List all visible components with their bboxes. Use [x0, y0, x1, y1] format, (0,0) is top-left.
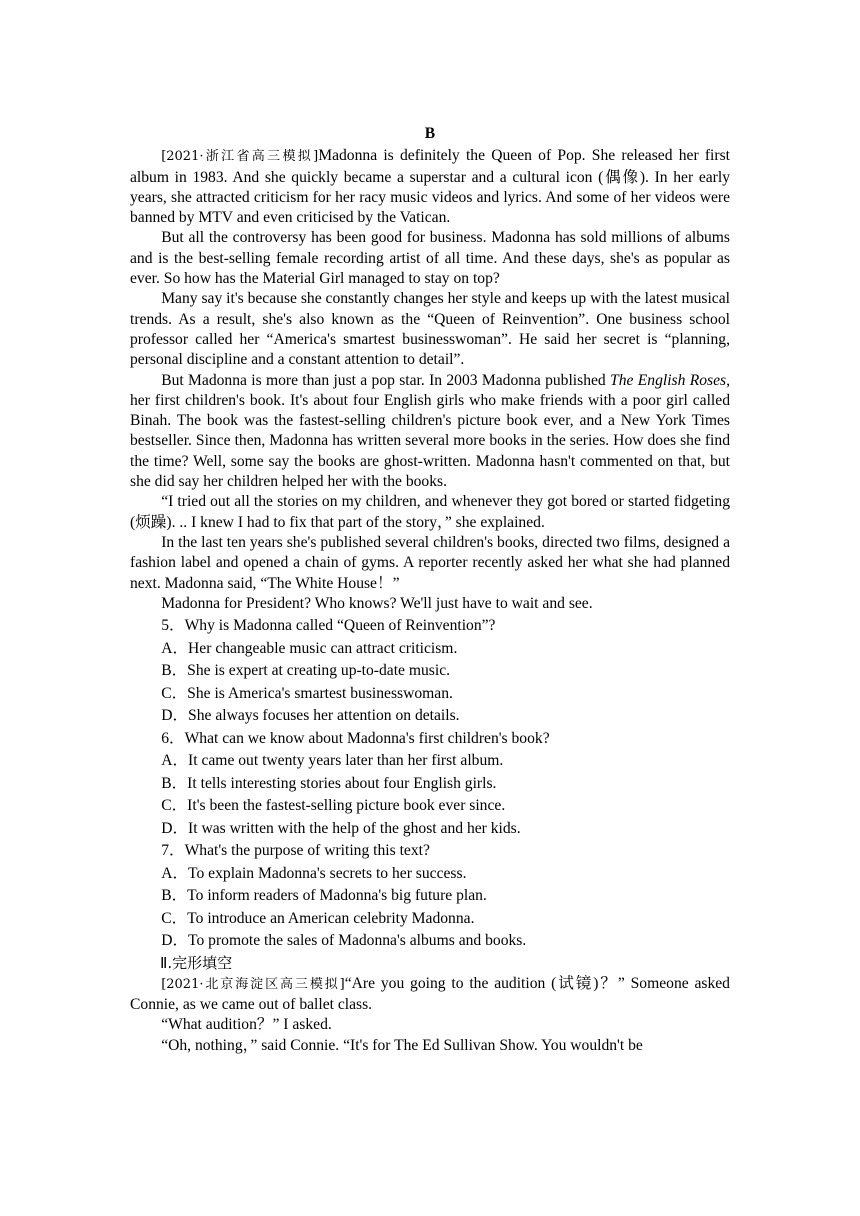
book-title: The English Roses,: [610, 371, 730, 389]
paragraph-4: [130, 371, 730, 493]
option-c: C．She is America's smartest businesswoman.: [161, 684, 453, 702]
question-7: [130, 841, 730, 951]
option-b: B．She is expert at creating up-to-date music.: [161, 662, 451, 680]
option-d: D．To promote the sales of Madonna's albums and books.: [161, 932, 527, 950]
option-a: A．It came out twenty years later than her first album.: [161, 752, 504, 770]
paragraph-4-text-a: But Madonna is more than just a pop star. In 2003 Madonna published: [161, 371, 611, 389]
option-c: C．To introduce an American celebrity Madonna.: [161, 909, 475, 927]
question-5: [130, 616, 730, 726]
passage-heading: B: [424, 125, 436, 142]
paragraph-3: Many say it's because she constantly changes her style and keeps up with the latest musical trends. As a result, she's also known as the “Queen of Reinvention”. One business school professor called her “America's smartest businesswoman”. He said her secret is “planning, personal discipline and a constant attention to detail”.: [130, 290, 730, 369]
question-stem: 5．Why is Madonna called “Queen of Reinvention”?: [161, 617, 496, 635]
question-6: [130, 729, 730, 839]
paragraph-5: “I tried out all the stories on my children, and whenever they got bored or started fidgeting (烦躁). .. I knew I had to fix that part of the story，” she explained.: [130, 493, 730, 531]
paragraph-2: But all the controversy has been good for business. Madonna has sold millions of albums and is the best-selling female recording artist of all time. And these days, she's as popular as ever. So how has the Material Girl managed to stay on top?: [130, 229, 730, 288]
option-a: A．Her changeable music can attract criticism.: [161, 639, 458, 657]
cloze-source-tag: [2021·北京海淀区高三模拟]: [161, 976, 345, 992]
paragraph-7: Madonna for President? Who knows? We'll just have to wait and see.: [161, 594, 593, 612]
paragraph-1: [130, 146, 730, 228]
cloze-section-title: Ⅱ.完形填空: [160, 954, 233, 973]
option-b: B．It tells interesting stories about four English girls.: [161, 774, 497, 792]
question-stem: 6．What can we know about Madonna's first children's book?: [161, 729, 550, 747]
cloze-paragraph-1: [130, 974, 730, 1016]
option-a: A．To explain Madonna's secrets to her success.: [161, 864, 467, 882]
paragraph-6: In the last ten years she's published several children's books, directed two films, designed a fashion label and opened a chain of gyms. A reporter recently asked her what she had planned next. Madonna said, “The White House！”: [130, 533, 730, 592]
cloze-paragraph-3: “Oh, nothing，” said Connie. “It's for The Ed Sullivan Show. You wouldn't be: [161, 1036, 643, 1054]
document-page: [130, 124, 730, 1056]
source-tag: [2021·浙江省高三模拟]: [161, 149, 319, 165]
option-b: B．To inform readers of Madonna's big future plan.: [161, 887, 487, 905]
option-d: D．It was written with the help of the ghost and her kids.: [161, 819, 521, 837]
cloze-paragraph-1-text: “Are you going to the audition (试镜)？” Someone asked Connie, as we came out of ballet class.: [130, 974, 730, 1013]
paragraph-1-text: Madonna is definitely the Queen of Pop. She released her first album in 1983. And she quickly became a superstar and a cultural icon (偶像). In her early years, she attracted criticism for her racy music videos and lyrics. And some of her videos were banned by MTV and even criticised by the Vatican.: [130, 147, 730, 227]
option-c: C．It's been the fastest-selling picture book ever since.: [161, 797, 506, 815]
paragraph-4-text-b: her first children's book. It's about four English girls who make friends with a poor girl called Binah. The book was the fastest-selling children's picture book ever, and a New York Times bestseller. Since then, Madonna has written several more books in the series. How does she find the time? Well, some say the books are ghost-written. Madonna hasn't commented on that, but she did say her children helped her with the books.: [130, 391, 730, 491]
option-d: D．She always focuses her attention on details.: [161, 707, 460, 725]
cloze-paragraph-2: “What audition？” I asked.: [161, 1016, 332, 1034]
question-stem: 7．What's the purpose of writing this text?: [161, 842, 430, 860]
